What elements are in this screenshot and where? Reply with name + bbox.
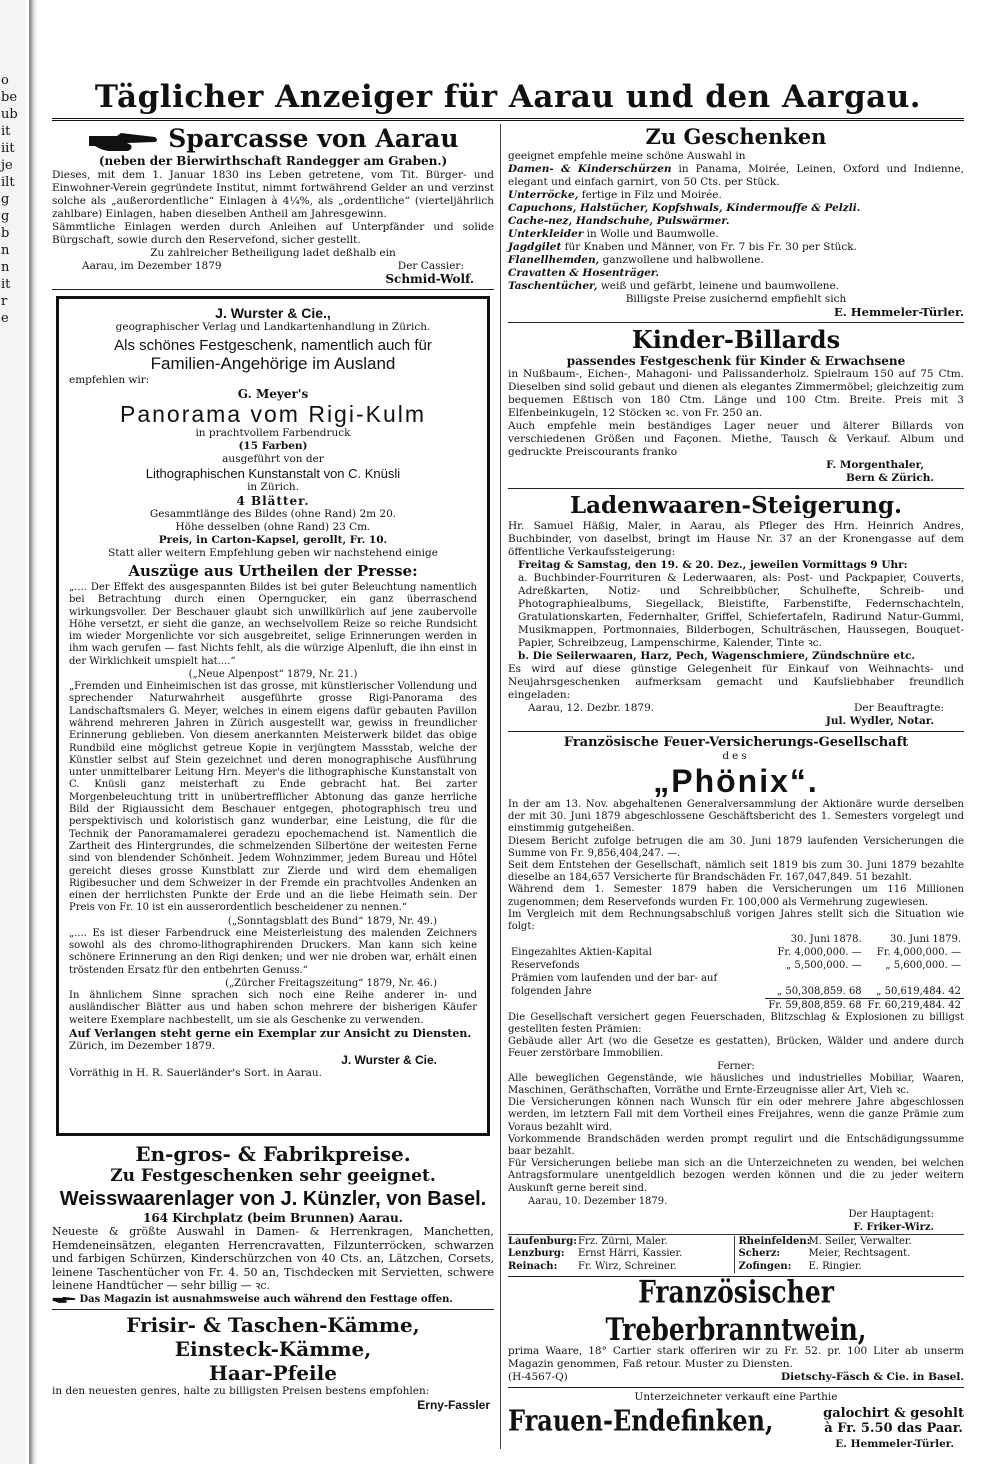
- geschenken-title: Zu Geschenken: [645, 124, 827, 149]
- finken-ad: [508, 1391, 964, 1451]
- phoenix-p2: Diesem Bericht zufolge betrugen die am 30. Juni 1879 laufenden Versicherungen die Summe von Fr. 9,856,404,247. —.: [508, 835, 964, 859]
- phoenix-col-1879: 30. Juni 1879.: [890, 934, 961, 946]
- agent-row: [739, 1261, 965, 1274]
- wurster-litho: Lithographischen Kunstanstalt von C. Knüsli: [145, 466, 401, 481]
- phoenix-row-1-1879: Fr. 4,000,000. —: [876, 947, 961, 959]
- laden-title: Ladenwaaren-Steigerung.: [569, 492, 903, 519]
- wurster-quote-1-source: („Neue Alpenpost“ 1879, Nr. 21.): [188, 669, 358, 681]
- geschenken-name: E. Hemmeler-Türler.: [833, 305, 964, 319]
- geschenken-item-7: Flanellhemden,: [508, 254, 600, 266]
- edge-fragment: be: [1, 90, 18, 105]
- phoenix-total-1878: Fr. 59,808,859. 68: [765, 998, 864, 1012]
- kuenzler-ad: [52, 1142, 494, 1306]
- edge-fragment: ilt: [1, 175, 15, 190]
- phoenix-balance-table: [508, 933, 964, 1012]
- laden-when: Freitag & Samstag, den 19. & 20. Dez., jeweilen Vormittags 9 Uhr:: [518, 559, 908, 571]
- agent-name: Frz. Zürni, Maler.: [578, 1235, 668, 1247]
- agent-name: E. Ringier.: [808, 1260, 862, 1272]
- geschenken-item-9: Taschentücher,: [508, 280, 598, 292]
- phoenix-row-3-1879: „ 50,619,484. 42: [876, 985, 961, 997]
- billards-name: F. Morgenthaler,: [826, 459, 924, 471]
- agent-place: Scherz:: [738, 1248, 781, 1260]
- treber-title: Französischer Treberbranntwein,: [605, 1273, 867, 1348]
- wurster-sheets: 4 Blätter.: [236, 494, 310, 508]
- wurster-quote-3-source: („Zürcher Freitagszeitung“ 1879, Nr. 46.): [225, 977, 437, 989]
- erny-heading-1: Frisir- & Taschen-Kämme,: [126, 1312, 420, 1337]
- geschenken-item-4: Cache-nez, Handschuhe, Pulswärmer.: [508, 215, 730, 227]
- phoenix-title: „Phönix“.: [653, 763, 819, 799]
- phoenix-p3: Seit dem Entstehen der Gesellschaft, nämlich seit 1819 bis zum 30. Juni 1879 bezahlte dieselbe an 184,657 Versicherte für Brandschäden Fr. 167,047,849. 51 bezahlt.: [508, 860, 964, 884]
- phoenix-agent: F. Friker-Wirz.: [853, 1221, 934, 1233]
- agent-name: M. Seiler, Verwalter.: [808, 1235, 912, 1247]
- phoenix-p6: Die Gesellschaft versichert gegen Feuerschaden, Blitzschlag & Explosionen zu billigst gestellten festen Prämien:: [508, 1011, 964, 1035]
- sparcasse-ad: [52, 124, 494, 286]
- agent-name: Fr. Wirz, Schreiner.: [578, 1260, 677, 1272]
- treber-ad: [508, 1273, 964, 1384]
- agent-row: [508, 1236, 734, 1249]
- finken-line-1: galochirt & gesohlt: [823, 1406, 964, 1422]
- left-column: [52, 124, 494, 1412]
- wurster-before: Statt aller weitern Empfehlung geben wir nachstehend einige: [108, 547, 438, 559]
- geschenken-closing: Billigste Preise zusichernd empfiehlt sich: [625, 293, 847, 305]
- agent-row: [739, 1236, 965, 1249]
- laden-ad: [508, 492, 964, 728]
- finken-title: Frauen-Endefinken,: [508, 1403, 774, 1439]
- phoenix-p11: Vorkommende Brandschäden werden prompt regulirt und die Entschädigungssumme baar bezahlt.: [508, 1133, 964, 1157]
- edge-fragment: n: [1, 260, 10, 275]
- finken-intro: Unterzeichneter verkauft eine Parthie: [634, 1391, 838, 1404]
- agent-place: Rheinfelden:: [738, 1235, 811, 1247]
- phoenix-row-1-1878: Fr. 4,000,000. —: [777, 947, 862, 959]
- phoenix-des: des: [722, 750, 750, 762]
- agent-place: Reinach:: [508, 1260, 558, 1272]
- phoenix-p9: Alle beweglichen Gegenstände, wie häusliches und industrielles Mobiliar, Waaren, Maschinen, Geräthschaften, Vorräthe und Ernte-Erzeugnisse aller Art, Vieh ꝛc.: [508, 1072, 964, 1096]
- edge-fragment: g: [1, 192, 10, 207]
- edge-fragment: n: [1, 243, 10, 258]
- table-row: [508, 946, 964, 959]
- wurster-city: in Zürich.: [247, 481, 299, 493]
- billards-ad: [508, 326, 964, 485]
- phoenix-row-2-1878: „ 5,500,000. —: [786, 960, 862, 972]
- table-row: [508, 998, 964, 1012]
- edge-fragment: g: [1, 209, 10, 224]
- sparcasse-subtitle: (neben der Bierwirthschaft Randegger am Graben.): [98, 154, 448, 168]
- right-column: [508, 124, 964, 1451]
- geschenken-intro: geeignet empfehle meine schöne Auswahl in: [508, 150, 746, 162]
- laden-item-b: b. Die Seilerwaaren, Harz, Pech, Wagenschmiere, Zündschnüre etc.: [518, 650, 916, 662]
- laden-intro: Hr. Samuel Häßig, Maler, in Aarau, als Pfleger des Hrn. Heinrich Andres, Buchbinder, von daselbst, bringt im Hause Nr. 37 an der Kronengasse auf dem öffentliche Verkaufssteigerung:: [508, 520, 964, 558]
- wurster-firm: J. Wurster & Cie.,: [215, 305, 331, 321]
- agent-name: Meier, Rechtsagent.: [808, 1248, 911, 1260]
- wurster-height: Höhe desselben (ohne Rand) 23 Cm.: [175, 521, 371, 533]
- wurster-quote-2-source: („Sonntagsblatt des Bund“ 1879, Nr. 49.): [227, 915, 437, 927]
- phoenix-row-2-1879: „ 5,600,000. —: [885, 960, 961, 972]
- wurster-exec: ausgeführt von der: [222, 453, 324, 465]
- agent-row: [508, 1261, 734, 1274]
- sparcasse-signature: Schmid-Wolf.: [385, 272, 474, 286]
- wurster-family: Familien-Angehörige im Ausland: [150, 354, 396, 373]
- column-divider: [500, 124, 501, 1449]
- erny-heading-3: Haar-Pfeile: [209, 1360, 337, 1385]
- edge-fragment: ub: [1, 107, 18, 122]
- billards-title: Kinder-Billards: [631, 325, 841, 354]
- pointing-hand-icon: [87, 128, 159, 154]
- geschenken-item-6-desc: für Knaben und Männer, von Fr. 7 bis Fr. 30 per Stück.: [561, 241, 858, 253]
- wurster-date: Zürich, im Dezember 1879.: [69, 1039, 216, 1052]
- phoenix-agents: [508, 1234, 964, 1274]
- wurster-print: in prachtvollem Farbendruck: [195, 427, 351, 439]
- sparcasse-text: Dieses, mit dem 1. Januar 1830 ins Leben getretene, vom Tit. Bürger- und Einwohner-Verein gegründete Institut, nimmt fortwährend Gelder an und verzinst solche als „außerordentliche“ Einlagen à 4¼%, als „ordentliche“ (vierteljährlich zahlbare) Einlagen, haben dieselben Antheil am Jahresgewinn.: [52, 169, 494, 220]
- agent-place: Laufenburg:: [508, 1235, 577, 1247]
- billards-subtitle: passendes Festgeschenk für Kinder & Erwachsene: [566, 354, 906, 368]
- phoenix-p8: Ferner:: [717, 1060, 755, 1072]
- phoenix-agents-right: [734, 1236, 965, 1274]
- phoenix-row-1-label: Eingezahltes Aktien-Kapital: [511, 947, 652, 959]
- geschenken-item-2: Unterröcke,: [508, 189, 579, 201]
- wurster-price: Preis, in Carton-Kapsel, gerollt, Fr. 10.: [158, 534, 388, 546]
- wurster-length: Gesammtlänge des Bildes (ohne Rand) 2m 20.: [149, 508, 397, 520]
- phoenix-role: Der Hauptagent:: [848, 1208, 934, 1220]
- pointing-hand-icon: [52, 1295, 76, 1304]
- phoenix-p4: Während dem 1. Semester 1879 haben die Versicherungen um 116 Millionen zugenommen; dem Reservefonds wurden Fr. 100,000 als Vermehrung zugewiesen.: [508, 884, 964, 908]
- billards-text2: Auch empfehle mein beständiges Lager neuer und älterer Billards von verschiedenen Größen und Façonen. Miethe, Tausch & Verkauf. Album und gedruckte Preiscourants franko: [508, 420, 964, 458]
- laden-role: Der Beauftragte:: [853, 702, 944, 714]
- wurster-ad: [56, 296, 490, 1136]
- agent-row: [739, 1248, 965, 1261]
- geschenken-item-5: Unterkleider: [508, 228, 584, 240]
- newspaper-page: [52, 76, 964, 1451]
- laden-place: Aarau, 12. Dezbr. 1879.: [528, 702, 655, 714]
- edge-fragment: it: [1, 124, 11, 139]
- phoenix-place: Aarau, 10. Dezember 1879.: [528, 1195, 668, 1207]
- finken-line-2: à Fr. 5.50 das Paar.: [824, 1421, 963, 1437]
- phoenix-row-3-label: Prämien vom laufenden und der bar- auf folgenden Jahre: [511, 973, 718, 998]
- erny-text: in den neuesten genres, halte zu billigsten Preisen bestens empfohlen:: [52, 1384, 430, 1397]
- erny-name: Erny-Fassler: [417, 1397, 490, 1412]
- phoenix-col-1878: 30. Juni 1878.: [790, 934, 862, 946]
- table-row: [508, 972, 964, 998]
- wurster-request: Auf Verlangen steht gerne ein Exemplar zur Ansicht zu Diensten.: [69, 1026, 472, 1040]
- agent-place: Lenzburg:: [508, 1248, 565, 1260]
- sparcasse-text2: Sämmtliche Einlagen werden durch Anleihen auf Unterpfänder und solide Bürgschaft, sowie durch den Reservefond, sicher gestellt.: [52, 221, 494, 246]
- geschenken-ad: [508, 124, 964, 319]
- geschenken-item-9-desc: weiß und gefärbt, leinene und baumwollene.: [597, 280, 840, 292]
- phoenix-p1: In der am 13. Nov. abgehaltenen Generalversammlung der Aktionäre wurde derselben der mit 30. Juni 1879 abgeschlossene Geschäftsbericht des 1. Semesters vorgelegt und einstimmig gutgeheißen.: [508, 799, 964, 835]
- geschenken-item-7-desc: ganzwollene und halbwollene.: [599, 254, 764, 266]
- phoenix-row-3-1878: „ 50,308,859. 68: [776, 985, 862, 997]
- phoenix-p12: Für Versicherungen beliebe man sich an die Unterzeichneten zu wenden, bei welchen Antragsformulare unentgeldlich bezogen werden können und die zu jeder weitern Auskunft gerne bereit sind.: [508, 1158, 964, 1194]
- phoenix-heading: Französische Feuer-Versicherungs-Gesellschaft: [563, 735, 909, 750]
- phoenix-p7: Gebäude aller Art (wo die Gesetze es gestatten), Brücken, Wälder und andere durch Feuer zerstörbare Immobilien.: [508, 1036, 964, 1060]
- phoenix-p10: Die Versicherungen können nach Wunsch für ein oder mehrere Jahre abgeschlossen werden, im letztern Fall mit dem Vortheil eines Freijahres, wenn die ganze Prämie zum Voraus bezahlt wird.: [508, 1097, 964, 1133]
- geschenken-item-1-desc: in Panama, Moirée, Leinen, Oxford und Indienne, elegant und einfach garnirt, von 50 Cts. per Stück.: [508, 163, 964, 188]
- geschenken-item-1: Damen- & Kinderschürzen: [508, 163, 672, 175]
- edge-fragment: b: [1, 226, 10, 241]
- kuenzler-address: 164 Kirchplatz (beim Brunnen) Aarau.: [143, 1211, 403, 1225]
- masthead-rule: [52, 118, 964, 121]
- billards-place: Bern & Zürich.: [845, 472, 934, 484]
- agent-place: Zofingen:: [738, 1260, 792, 1272]
- kuenzler-text: Neueste & größte Auswahl in Damen- & Herrenkragen, Manchetten, Hemdeneinsätzen, eleganten Herrencravatten, Filzunterröcken, schwarzen und farbigen Schürzen, Kinderschürzchen von 40 Cts. an, Lätzchen, Corsets, leinene Taschentücher von Fr. 4. 50 an, Tischdecken mit Servietten, schwere leinene Handtücher — sehr billig — ꝛc.: [52, 1225, 494, 1292]
- sparcasse-text3: Zu zahlreicher Betheiligung ladet deßhalb ein: [150, 247, 396, 259]
- treber-text: prima Waare, 18° Cartier stark offeriren wir zu Fr. 52. pr. 100 Liter ab unserm Magazin genommen, Faß retour. Muster zu Diensten.: [508, 1345, 964, 1371]
- geschenken-item-6: Jagdgilet: [508, 241, 562, 253]
- geschenken-item-5-desc: in Wolle und Baumwolle.: [583, 228, 719, 240]
- table-row: [508, 959, 964, 972]
- treber-name: Dietschy-Fäsch & Cie. in Basel.: [781, 1371, 964, 1384]
- wurster-author: G. Meyer's: [237, 387, 309, 401]
- wurster-gift: Als schönes Festgeschenk, namentlich auch für: [114, 337, 432, 354]
- laden-item-a: a. Buchbinder-Fourrituren & Lederwaaren, als: Post- und Packpapier, Couverts, Adreßkarten, Notiz- und Schreibbücher, Schulhefte, Schreib- und Photographiealbums, Siegellack, Bleistifte, Farbenstifte, Federnschachteln, Gratulationskarten, Federnhalter, Griffel, Schiefertafeln, Radirund Natur-Gummi, Musikmappen, Portmonnaies, Bilderbogen, Schulträschen, Haussegen, Bouquet-Papier, Schreibzeug, Lampenschirme, Kalender, Tinte ꝛc.: [518, 572, 964, 649]
- sparcasse-place: Aarau, im Dezember 1879: [82, 260, 222, 272]
- kuenzler-heading-3: Weisswaarenlager von J. Künzler, von Basel.: [59, 1188, 487, 1210]
- edge-fragment: r: [1, 294, 8, 309]
- edge-fragment: o: [1, 73, 9, 88]
- geschenken-item-8: Cravatten & Hosenträger.: [508, 267, 659, 279]
- finken-name: E. Hemmeler-Türler.: [835, 1438, 954, 1451]
- wurster-similar: In ähnlichem Sinne sprachen sich noch eine Reihe anderer in- und ausländischer Blätter aus und haben schon mehrere der bisherigen Käufer weitere Exemplare nachbestellt, um sie als Geschenke zu verwenden.: [69, 989, 477, 1026]
- agent-name: Ernst Härri, Kassier.: [578, 1248, 683, 1260]
- table-row: [508, 933, 964, 946]
- geschenken-item-2-desc: fertige in Filz und Moirée.: [578, 189, 722, 201]
- edge-fragment: je: [1, 158, 13, 173]
- geschenken-item-3: Capuchons, Halstücher, Kopfshwals, Kindermouffe & Pelzli.: [508, 202, 861, 214]
- edge-fragment: iit: [1, 141, 15, 156]
- edge-fragment: e: [1, 311, 9, 326]
- erny-ad: [52, 1313, 494, 1412]
- laden-name: Jul. Wydler, Notar.: [825, 715, 934, 727]
- wurster-title: Panorama vom Rigi-Kulm: [119, 401, 427, 427]
- phoenix-row-2-label: Reservefonds: [511, 960, 580, 972]
- sparcasse-title: Sparcasse von Aarau: [168, 124, 459, 153]
- wurster-desc: geographischer Verlag und Landkartenhandlung in Zürich.: [115, 321, 431, 333]
- treber-code: (H-4567-Q): [508, 1371, 568, 1384]
- wurster-stock: Vorräthig in H. R. Sauerländer's Sort. in Aarau.: [69, 1066, 323, 1079]
- kuenzler-heading-2: Zu Festgeschenken sehr geeignet.: [110, 1166, 436, 1186]
- wurster-quote-1: „.... Der Effekt des ausgespannten Bildes ist bei guter Beleuchtung namentlich bei Betrachtung durch einen Operngucker, ein ganz überraschend wirkungsvoller. Der Beschauer glaubt sich unwillkürlich auf jene zaubervolle Höhe versetzt, er sieht die ganze, an wechselvollem Reize so reiche Rundsicht im wieder Morgenlichte vor sich ausgebreitet, selige Erinnerungen werden in ihm wach gerufen — fast Nichts fehlt, als die würzige Alpenluft, die ihn einst in der Wirklichkeit umspielt hat....“: [69, 582, 477, 667]
- wurster-press-heading: Auszüge aus Urtheilen der Presse:: [128, 562, 418, 580]
- wurster-colors: (15 Farben): [238, 440, 308, 452]
- phoenix-ad: [508, 735, 964, 1273]
- page-fold-shadow: [29, 0, 37, 1464]
- erny-heading-2: Einsteck-Kämme,: [174, 1336, 372, 1361]
- wurster-quote-3: „.... Es ist dieser Farbendruck eine Meisterleistung des malenden Zeichners sowohl als des chromo-lithographirenden Druckers. Man kann sich keine schönere Erinnerung an den Rigi denken; und wer nie droben war, erhält einen tröstenden Ersatz für den entbehrten Genuss.“: [69, 927, 477, 976]
- agent-row: [508, 1248, 734, 1261]
- adjacent-page-edge: [0, 0, 26, 1464]
- masthead: Täglicher Anzeiger für Aarau und den Aargau.: [94, 79, 922, 115]
- billards-text: in Nußbaum-, Eichen-, Mahagoni- und Palissanderholz. Spielraum 150 auf 75 Ctm. Dieselben sind solid gebaut und dienen als elegantes Zimmermöbel; gleichzeitig zum bequemen Eßtisch von 180 Ctm. Länge und 100 Ctm. Breite. Preis mit 3 Elfenbeinkugeln, 12 Stöcken ꝛc. von Fr. 250 an.: [508, 368, 964, 419]
- kuenzler-note: Das Magazin ist ausnahmsweise auch während den Festtage offen.: [79, 1293, 453, 1305]
- kuenzler-heading-1: En-gros- & Fabrikpreise.: [135, 1142, 411, 1166]
- laden-outro: Es wird auf diese günstige Gelegenheit für Einkauf von Weihnachts- und Neujahrsgeschenken aufmerksam gemacht und Kaufsliebhaber freundlich eingeladen:: [508, 663, 964, 701]
- wurster-sign: J. Wurster & Cie.: [341, 1052, 437, 1067]
- phoenix-agents-left: [508, 1236, 734, 1274]
- edge-fragment: it: [1, 277, 11, 292]
- phoenix-total-1879: Fr. 60,219,484. 42: [865, 998, 964, 1012]
- wurster-quote-2: „Fremden und Einheimischen ist das grosse, mit künstlerischer Vollendung und sprechender Naturwahrheit ausgeführte grosse Rigi-Panorama des Landschaftsmalers G. Meyer, welches in einem eigens dafür gebauten Pavillon während mehreren Jahren in Zürich ausgestellt war, gewiss in freundlicher Erinnerung geblieben. Von diesem anerkannten Meisterwerk bildet das obige Rundbild eine möglichst getreue Kopie in verjüngtem Massstab, welche der Künstler selbst auf Stein gezeichnet und deren monographische Ausführung unter unmittelbarer Leitung Hrn. Meyer's die lithographische Kunstanstalt von C. Knüsli ganz meisterhaft zu Ende gebracht hat. Bei zarter Morgenbeleuchtung tritt in unübertrefflicher Abtonung das ganze herrliche Bild der Rigiaussicht dem Beschauer entgegen, photographisch treu und perspektivisch und koloristisch ganz wunderbar, eine Leistung, die für die Technik der Panoramamalerei geradezu epochemachend ist. Namentlich die Zartheit des Hintergrundes, die schmelzenden Silbertöne der weitesten Ferne sind von blendender Schönheit. Jedem Wohnzimmer, jedem Bureau und Hôtel gereicht dieses grosse Kunstblatt zur Zierde und wird dem ehemaligen Rigibesucher und dem Schweizer in der Fremde ein prachtvolles Andenken an einen der herrlichsten Punkte der Erde und an die liebe Heimath sein. Der Preis von Fr. 10 ist ein ausserordentlich bescheidener zu nennen.“: [69, 681, 477, 914]
- wurster-recommend: empfehlen wir:: [69, 374, 150, 386]
- sparcasse-role: Der Cassier:: [397, 260, 464, 272]
- phoenix-p5: Im Vergleich mit dem Rechnungsabschluß vorigen Jahres stellt sich die Situation wie folgt:: [508, 908, 964, 933]
